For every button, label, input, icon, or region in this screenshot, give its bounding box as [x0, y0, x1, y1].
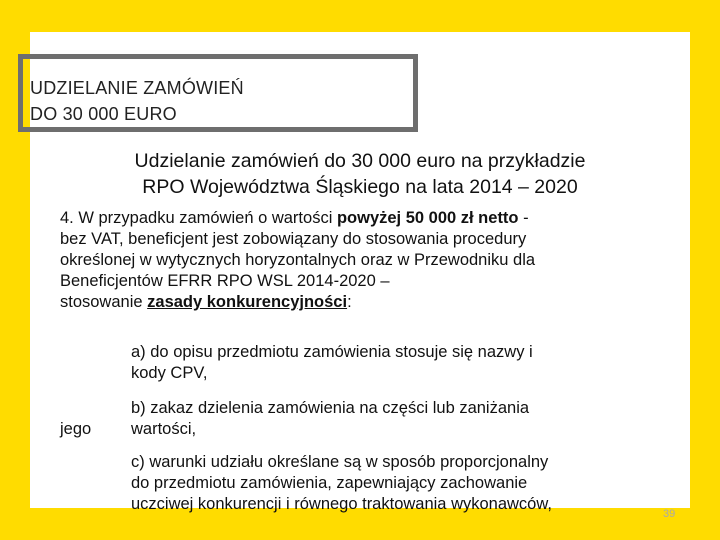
- list-item-line: kody CPV,: [131, 364, 208, 382]
- subtitle-line-2: RPO Województwa Śląskiego na lata 2014 – 2020: [142, 176, 578, 198]
- paragraph-line-5: [60, 292, 660, 313]
- list-item-line: c) warunki udziału określane są w sposób proporcjonalny: [131, 453, 549, 471]
- paragraph-line-3: określonej w wytycznych horyzontalnych oraz w Przewodniku dla: [60, 251, 536, 269]
- paragraph-text: 4. W przypadku zamówień o wartości: [60, 209, 337, 227]
- list-item-line: wartości,: [131, 420, 197, 438]
- side-word: jego: [60, 420, 92, 438]
- title-line-2: DO 30 000 EURO: [30, 104, 177, 124]
- main-paragraph: [60, 208, 660, 313]
- list-item-b: [131, 398, 651, 440]
- list-item-line: uczciwej konkurencji i równego traktowania wykonawców,: [131, 495, 552, 513]
- list-item-a: [131, 342, 651, 384]
- list-item-line: do przedmiotu zamówienia, zapewniający zachowanie: [131, 474, 528, 492]
- paragraph-text: :: [347, 293, 352, 311]
- principle-highlight: zasady konkurencyjności: [147, 293, 348, 311]
- paragraph-line-4: Beneficjentów EFRR RPO WSL 2014-2020 –: [60, 272, 390, 290]
- threshold-highlight: powyżej 50 000 zł netto: [336, 209, 519, 227]
- title-line-1: UDZIELANIE ZAMÓWIEŃ: [30, 78, 244, 98]
- paragraph-text: -: [518, 209, 529, 227]
- page-number: 39: [663, 508, 676, 520]
- list-item-c: [131, 452, 651, 515]
- paragraph-line-2: bez VAT, beneficjent jest zobowiązany do stosowania procedury: [60, 230, 527, 248]
- list-item-line: b) zakaz dzielenia zamówienia na części lub zaniżania: [131, 399, 530, 417]
- subtitle-line-1: Udzielanie zamówień do 30 000 euro na przykładzie: [134, 150, 586, 172]
- paragraph-line-1: [60, 208, 660, 229]
- paragraph-text: stosowanie: [60, 293, 148, 311]
- subtitle: [60, 148, 660, 200]
- list-item-line: a) do opisu przedmiotu zamówienia stosuje się nazwy i: [131, 343, 533, 361]
